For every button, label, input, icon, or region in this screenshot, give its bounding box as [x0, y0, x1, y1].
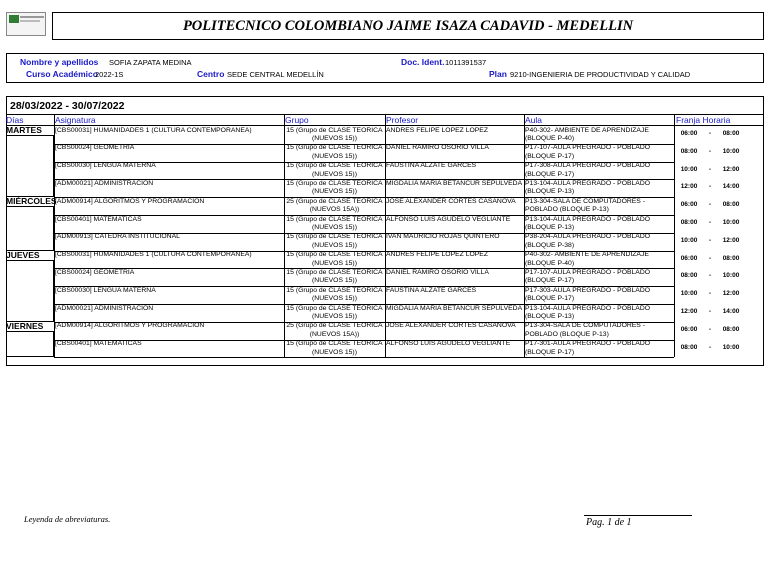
franja-fin: 12:00	[722, 236, 740, 244]
page-number: Pag. 1 de 1	[586, 517, 632, 528]
cell-grupo: 15 (Grupo de CLASE TEORICA (NUEVOS 15))	[286, 144, 383, 160]
cell-grupo: 15 (Grupo de CLASE TEORICA (NUEVOS 15))	[286, 179, 383, 196]
cell-asig: [CBS00031] HUMANIDADES 1 (CULTURA CONTEMPORANEA)	[55, 251, 252, 259]
cell-asig: [ADM00021] ADMINISTRACION	[55, 304, 154, 312]
cell-asig: [CBS00401] MATEMATICAS	[55, 340, 142, 348]
range-end: 30/07/2022	[71, 100, 125, 112]
cell-asig: [CBS00030] LENGUA MATERNA	[55, 162, 156, 170]
franja-fin: 08:00	[722, 254, 740, 262]
academic-year: 2022-1S	[95, 70, 124, 79]
franja-sep: -	[708, 290, 712, 298]
cell-aula: P40-302- AMBIENTE DE APRENDIZAJE (BLOQUE P-40)	[525, 126, 649, 142]
cell-franja	[678, 255, 742, 263]
franja-ini: 06:00	[680, 130, 698, 137]
cell-prof: IVAN MAURICIO ROJAS QUINTERO	[386, 233, 500, 241]
franja-sep: -	[708, 201, 712, 209]
cell-aula: P13-104-AULA PREGRADO - POBLADO (BLOQUE P-13)	[525, 215, 651, 231]
franja-fin: 10:00	[722, 343, 740, 351]
cell-franja	[678, 308, 742, 316]
student-name: SOFIA ZAPATA MEDINA	[109, 58, 192, 67]
centro-label: Centro	[197, 69, 225, 79]
cell-aula: P17-107-AULA PREGRADO - POBLADO (BLOQUE P-17)	[525, 268, 651, 285]
date-range	[10, 100, 124, 112]
day-label: MIÉRCOLES	[6, 196, 57, 207]
cell-asig: [ADM00914] ALGORITMOS Y PROGRAMACION	[55, 197, 205, 205]
franja-sep: -	[708, 236, 712, 244]
franja-fin: 12:00	[722, 165, 740, 173]
cell-asig: [ADM00914] ALGORITMOS Y PROGRAMACION	[55, 322, 205, 330]
cell-asig: [CBS00024] GEOMETRIA	[55, 268, 135, 276]
title-box	[52, 12, 764, 40]
cell-prof: ALFONSO LUIS AGUDELO VEGLIANTE	[386, 340, 511, 348]
cell-aula: P17-301-AULA PREGRADO - POBLADO (BLOQUE P-17)	[525, 340, 651, 356]
cell-grupo: 15 (Grupo de CLASE TEORICA (NUEVOS 15))	[286, 304, 383, 320]
name-label: Nombre y apellidos	[20, 57, 99, 67]
plan-value: 9210-INGENIERIA DE PRODUCTIVIDAD Y CALIDAD	[510, 70, 691, 79]
cell-franja	[678, 183, 742, 191]
cell-franja	[678, 290, 742, 298]
cell-aula: P13-304-SALA DE COMPUTADORES - POBLADO (BLOQUE P-13)	[525, 322, 645, 338]
cell-franja	[678, 326, 742, 334]
cell-aula: P13-104-AULA PREGRADO - POBLADO (BLOQUE P-13)	[525, 179, 651, 196]
cell-prof: FAUSTINA ALZATE GARCES	[386, 286, 477, 294]
cell-prof: MIGDALIA MARIA BETANCUR SEPULVEDA	[386, 304, 523, 312]
col-header-dias: Días	[6, 115, 24, 125]
cell-aula: P13-304-SALA DE COMPUTADORES - POBLADO (BLOQUE P-13)	[525, 197, 645, 214]
legend-link[interactable]: Leyenda de abreviaturas.	[24, 514, 111, 524]
franja-sep: -	[708, 219, 712, 226]
franja-sep: -	[708, 147, 712, 155]
cell-franja	[678, 201, 742, 209]
franja-ini: 06:00	[680, 201, 698, 209]
franja-sep: -	[708, 343, 712, 351]
day-label: JUEVES	[6, 249, 40, 260]
cell-asig: [CBS00031] HUMANIDADES 1 (CULTURA CONTEMPORANEA)	[55, 126, 252, 134]
col-header-aula: Aula	[525, 115, 543, 125]
cell-asig: [ADM00913] CATEDRA INSTITUCIONAL	[55, 233, 180, 241]
cell-franja	[678, 219, 742, 227]
franja-sep: -	[708, 272, 712, 280]
franja-fin: 08:00	[722, 325, 740, 333]
franja-fin: 08:00	[722, 130, 740, 137]
franja-fin: 08:00	[722, 201, 740, 209]
cell-franja	[678, 148, 742, 156]
cell-aula: P17-308-AULA PREGRADO - POBLADO (BLOQUE P-17)	[525, 162, 651, 178]
franja-ini: 06:00	[680, 254, 698, 262]
cell-aula: P17-303-AULA PREGRADO - POBLADO (BLOQUE P-17)	[525, 286, 651, 303]
franja-ini: 08:00	[680, 147, 698, 155]
doc-label: Doc. Ident.	[401, 57, 445, 67]
cell-prof: JOSE ALEXANDER CORTES CASANOVA	[386, 322, 516, 330]
franja-ini: 10:00	[680, 165, 698, 173]
cell-franja	[678, 344, 742, 352]
cell-prof: ANDRES FELIPE LOPEZ LOPEZ	[386, 251, 488, 259]
year-label: Curso Académico	[26, 69, 98, 79]
cell-prof: FAUSTINA ALZATE GARCES	[386, 162, 477, 170]
centro-value: SEDE CENTRAL MEDELLÍN	[227, 70, 324, 79]
cell-franja	[678, 272, 742, 280]
cell-grupo: 25 (Grupo de CLASE TEORICA (NUEVOS 15A))	[286, 197, 383, 214]
cell-prof: ALFONSO LUIS AGUDELO VEGLIANTE	[386, 215, 511, 223]
day-box	[6, 135, 54, 197]
cell-asig: [CBS00030] LENGUA MATERNA	[55, 286, 156, 294]
franja-fin: 10:00	[722, 219, 740, 226]
cell-prof: MIGDALIA MARIA BETANCUR SEPULVEDA	[386, 179, 523, 187]
cell-aula: P13-104-AULA PREGRADO - POBLADO (BLOQUE P-13)	[525, 304, 651, 320]
page-rule	[584, 515, 692, 516]
cell-prof: DANIEL RAMIRO OSORIO VILLA	[386, 144, 489, 152]
cell-franja	[678, 237, 742, 245]
column-rule	[674, 114, 675, 357]
franja-ini: 10:00	[680, 290, 698, 298]
range-start: 28/03/2022	[10, 100, 63, 112]
cell-aula: P17-107-AULA PREGRADO - POBLADO (BLOQUE P-17)	[525, 144, 651, 160]
institution-logo	[6, 12, 46, 36]
franja-fin: 12:00	[722, 290, 740, 298]
cell-grupo: 15 (Grupo de CLASE TEORICA (NUEVOS 15))	[286, 286, 383, 303]
cell-asig: [CBS00401] MATEMATICAS	[55, 215, 142, 223]
col-header-grupo: Grupo	[285, 115, 309, 125]
day-box	[6, 260, 54, 322]
cell-asig: [ADM00021] ADMINISTRACION	[55, 179, 154, 187]
cell-aula: P40-302- AMBIENTE DE APRENDIZAJE (BLOQUE P-40)	[525, 251, 649, 267]
franja-fin: 14:00	[722, 183, 740, 191]
plan-label: Plan	[489, 69, 507, 79]
cell-grupo: 15 (Grupo de CLASE TEORICA (NUEVOS 15))	[286, 233, 383, 249]
column-rule	[284, 114, 285, 357]
page-title: POLITECNICO COLOMBIANO JAIME ISAZA CADAVID - MEDELLIN	[182, 17, 634, 34]
cell-grupo: 25 (Grupo de CLASE TEORICA (NUEVOS 15A))	[286, 322, 383, 338]
franja-sep: -	[708, 254, 712, 262]
range-separator: -	[65, 100, 69, 112]
franja-ini: 10:00	[680, 236, 698, 244]
franja-fin: 14:00	[722, 308, 740, 315]
column-rule	[524, 114, 525, 357]
franja-ini: 08:00	[680, 343, 698, 351]
cell-grupo: 15 (Grupo de CLASE TEORICA (NUEVOS 15))	[286, 340, 383, 356]
day-label: VIERNES	[6, 320, 44, 331]
franja-fin: 10:00	[722, 147, 740, 155]
cell-franja	[678, 130, 742, 138]
franja-ini: 12:00	[680, 183, 698, 191]
franja-ini: 12:00	[680, 308, 698, 315]
cell-grupo: 15 (Grupo de CLASE TEORICA (NUEVOS 15))	[286, 215, 383, 231]
cell-prof: ANDRES FELIPE LOPEZ LOPEZ	[386, 126, 488, 134]
franja-ini: 06:00	[680, 325, 698, 333]
column-rule	[54, 114, 55, 357]
col-header-profesor: Profesor	[386, 115, 419, 125]
cell-grupo: 15 (Grupo de CLASE TEORICA (NUEVOS 15))	[286, 251, 383, 267]
franja-sep: -	[708, 183, 712, 191]
cell-grupo: 15 (Grupo de CLASE TEORICA (NUEVOS 15))	[286, 126, 383, 142]
col-header-franja: Franja Horaria	[676, 115, 731, 125]
cell-grupo: 15 (Grupo de CLASE TEORICA (NUEVOS 15))	[286, 162, 383, 178]
cell-prof: DANIEL RAMIRO OSORIO VILLA	[386, 268, 489, 276]
col-header-asignatura: Asignatura	[55, 115, 96, 125]
franja-sep: -	[708, 130, 712, 137]
franja-sep: -	[708, 325, 712, 333]
franja-sep: -	[708, 308, 712, 315]
cell-asig: [CBS00024] GEOMETRIA	[55, 144, 135, 152]
day-box	[6, 206, 54, 250]
column-rule	[385, 114, 386, 357]
row-rule	[54, 357, 674, 358]
franja-sep: -	[708, 165, 712, 173]
day-label: MARTES	[6, 125, 42, 135]
franja-fin: 10:00	[722, 272, 740, 280]
cell-prof: JOSE ALEXANDER CORTES CASANOVA	[386, 197, 516, 205]
franja-ini: 08:00	[680, 219, 698, 226]
day-box	[6, 331, 54, 358]
doc-number: 1011391537	[445, 58, 487, 67]
cell-grupo: 15 (Grupo de CLASE TEORICA (NUEVOS 15))	[286, 268, 383, 285]
cell-franja	[678, 166, 742, 174]
franja-ini: 08:00	[680, 272, 698, 280]
cell-aula: P38-204-AULA PREGRADO - POBLADO (BLOQUE P-38)	[525, 233, 651, 249]
